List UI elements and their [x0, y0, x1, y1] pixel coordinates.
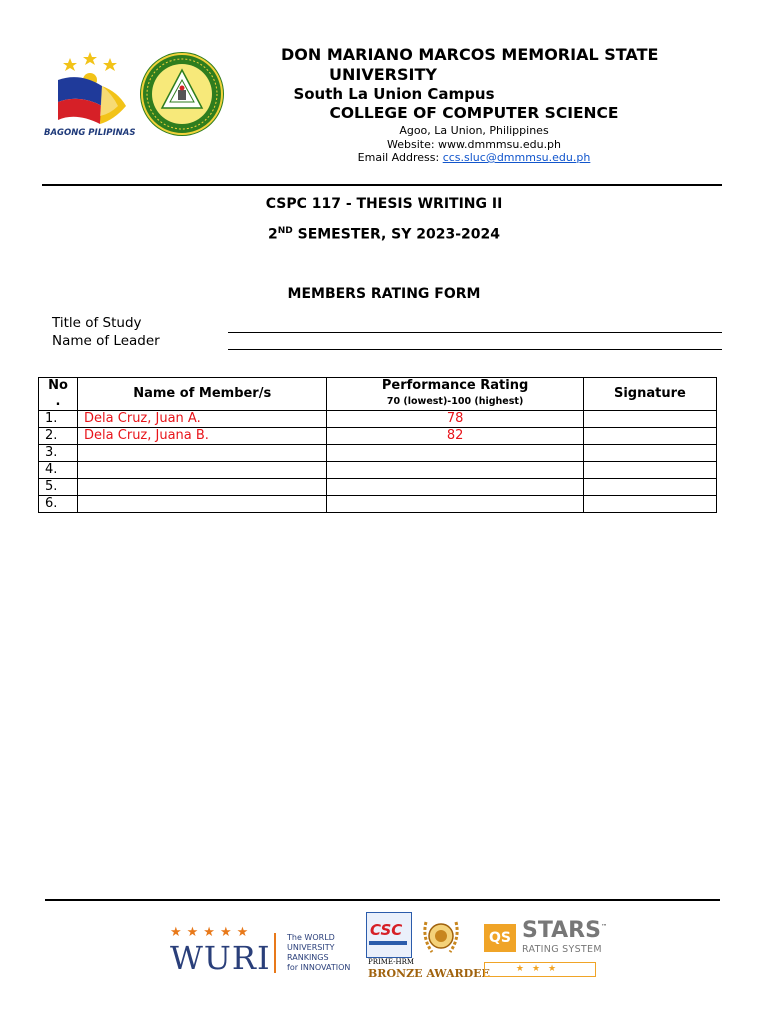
qs-stars-wordmark	[522, 918, 607, 943]
header-name: Name of Member/s	[78, 378, 327, 411]
title-of-study-label: Title of Study	[52, 315, 142, 331]
header-no-dot: .	[55, 394, 61, 409]
qs-stars-logo	[484, 916, 607, 980]
rating-cell[interactable]	[327, 479, 583, 496]
header-no-text: No	[48, 378, 68, 393]
csc-letters: CSC	[370, 921, 403, 939]
footer-divider	[45, 899, 720, 901]
wuri-stars-icon: ★★★★★	[170, 925, 254, 940]
rating-cell[interactable]: 78	[327, 411, 583, 428]
signature-cell[interactable]	[583, 445, 716, 462]
signature-cell[interactable]	[583, 479, 716, 496]
qs-star-bar-icon: ★★★	[484, 962, 596, 977]
member-name-cell[interactable]	[78, 462, 327, 479]
table-row	[39, 428, 717, 445]
qs-trademark: ™	[600, 923, 607, 931]
row-number: 6.	[39, 496, 78, 513]
laurel-medal-icon	[418, 914, 464, 960]
member-name-cell[interactable]	[78, 496, 327, 513]
address: Agoo, La Union, Philippines	[399, 124, 549, 137]
row-number: 3.	[39, 445, 78, 462]
leader-field[interactable]	[228, 349, 722, 350]
website: Website: www.dmmmsu.edu.ph	[386, 138, 562, 151]
campus-name: South La Union Campus	[293, 85, 495, 103]
member-name-cell[interactable]: Dela Cruz, Juana B.	[78, 428, 327, 445]
email-link[interactable]: ccs.sluc@dmmmsu.edu.ph	[442, 151, 591, 164]
header-signature: Signature	[583, 378, 716, 411]
row-number: 1.	[39, 411, 78, 428]
signature-cell[interactable]	[583, 462, 716, 479]
title-of-study-field[interactable]	[228, 332, 722, 333]
wuri-tagline-line: for INNOVATION	[287, 963, 351, 972]
table-row	[39, 445, 717, 462]
wuri-tagline	[287, 933, 350, 973]
csc-emblem-icon	[366, 912, 412, 958]
header-performance-scale: 70 (lowest)-100 (highest)	[386, 396, 524, 407]
header-performance-text: Performance Rating	[381, 378, 529, 393]
course-title: CSPC 117 - THESIS WRITING II	[265, 196, 503, 212]
semester-number: 2	[267, 226, 278, 243]
semester-line	[0, 226, 768, 243]
rating-cell[interactable]	[327, 445, 583, 462]
header-performance	[327, 378, 583, 411]
qs-badge-icon: QS	[484, 924, 516, 952]
leader-label: Name of Leader	[52, 333, 160, 349]
university-name-line1: DON MARIANO MARCOS MEMORIAL STATE	[281, 45, 659, 64]
email-label: Email Address:	[357, 151, 443, 164]
table-header-row	[39, 378, 717, 411]
rating-cell[interactable]	[327, 496, 583, 513]
wuri-tagline-line: UNIVERSITY	[287, 943, 335, 952]
qs-rating-system-text: RATING SYSTEM	[522, 944, 602, 955]
rating-cell[interactable]	[327, 462, 583, 479]
row-number: 5.	[39, 479, 78, 496]
row-number: 4.	[39, 462, 78, 479]
form-title: MEMBERS RATING FORM	[287, 286, 481, 302]
member-name-cell[interactable]: Dela Cruz, Juan A.	[78, 411, 327, 428]
email-line	[0, 151, 768, 164]
semester-suffix: ND	[277, 226, 293, 236]
wuri-wordmark: WURI	[170, 939, 271, 977]
table-row	[39, 462, 717, 479]
header-divider	[42, 184, 722, 186]
members-rating-table	[38, 377, 717, 513]
csc-prime-text: PRIME-HRM	[368, 958, 415, 966]
signature-cell[interactable]	[583, 496, 716, 513]
csc-swoosh	[369, 941, 407, 945]
csc-prime-hrm-logo	[366, 912, 490, 982]
table-row	[39, 496, 717, 513]
rating-cell[interactable]: 82	[327, 428, 583, 445]
university-name-line2: UNIVERSITY	[329, 65, 437, 84]
college-name: COLLEGE OF COMPUTER SCIENCE	[329, 104, 619, 122]
qs-stars-text: STARS	[522, 918, 601, 943]
semester-text: SEMESTER, SY 2023-2024	[292, 226, 501, 243]
header-no	[39, 378, 78, 411]
table-row	[39, 479, 717, 496]
signature-cell[interactable]	[583, 411, 716, 428]
signature-cell[interactable]	[583, 428, 716, 445]
bagong-pilipinas-caption: BAGONG PILIPINAS	[44, 128, 136, 138]
wuri-logo	[170, 925, 360, 977]
wuri-tagline-line: RANKINGS	[287, 953, 329, 962]
csc-bronze-text: BRONZE AWARDEE	[368, 967, 490, 980]
member-name-cell[interactable]	[78, 445, 327, 462]
university-name	[281, 45, 701, 85]
row-number: 2.	[39, 428, 78, 445]
wuri-divider	[274, 933, 276, 973]
member-name-cell[interactable]	[78, 479, 327, 496]
table-row	[39, 411, 717, 428]
wuri-tagline-line: The WORLD	[287, 933, 335, 942]
